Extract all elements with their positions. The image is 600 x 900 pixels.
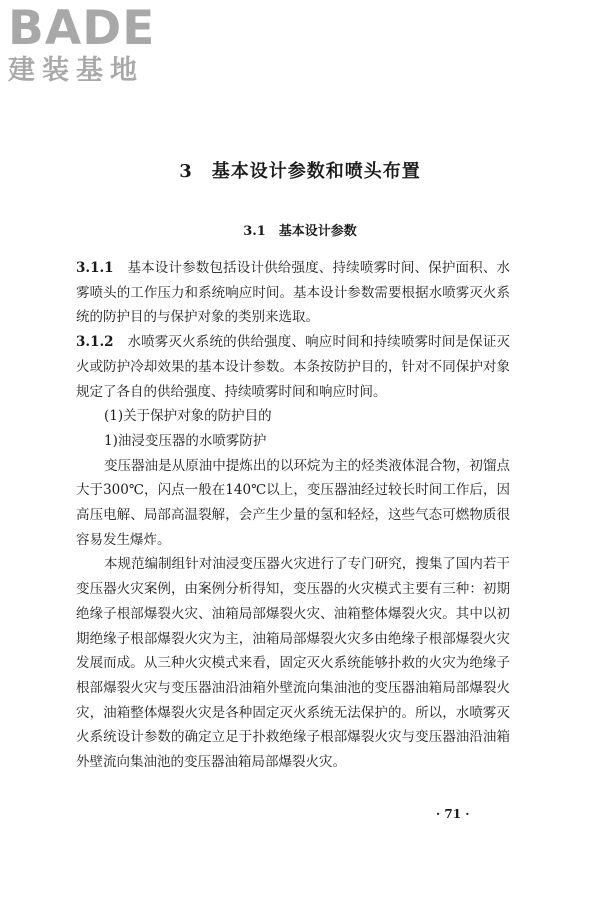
- page-number: · 71 ·: [436, 807, 470, 821]
- section-title: 3.1 基本设计参数: [243, 224, 357, 239]
- body-text: [76, 256, 510, 775]
- chapter-title: 3 基本设计参数和喷头布置: [179, 161, 421, 182]
- paragraph-text: 水喷雾灭火系统的供给强度、响应时间和持续喷雾时间是保证灭火或防护冷却效果的基本设计参数。本条按防护目的，针对不同保护对象规定了各自的供给强度、持续喷雾时间和响应时间。: [76, 334, 511, 400]
- subheading-transformer: 1)油浸变压器的水喷雾防护: [104, 432, 267, 449]
- paragraph-3-1-2: [76, 330, 510, 404]
- logo-subtitle: 建装基地: [8, 55, 144, 86]
- paragraph-fire-modes: 本规范编制组针对油浸变压器火灾进行了专门研究，搜集了国内若干变压器火灾案例，由案例分析得知，变压器的火灾模式主要有三种：初期绝缘子根部爆裂火灾、油箱局部爆裂火灾、油箱整体爆裂火灾。其中以初期绝缘子根部爆裂火灾为主，油箱局部爆裂火灾多由绝缘子根部爆裂火灾发展而成。从三种火灾模式来看，固定灭火系统能够扑救的火灾为绝缘子根部爆裂火灾与变压器油沿油箱外壁流向集油池的变压器油箱局部爆裂火灾，油箱整体爆裂火灾是各种固定灭火系统无法保护的。所以，水喷雾灭火系统设计参数的确定立足于扑救绝缘子根部爆裂火灾与变压器油沿油箱外壁流向集油池的变压器油箱局部爆裂火灾。: [76, 556, 510, 771]
- logo-wordmark: BADE: [8, 1, 156, 56]
- paragraph-text: 基本设计参数包括设计供给强度、持续喷雾时间、保护面积、水雾喷头的工作压力和系统响应时间。基本设计参数需要根据水喷雾灭火系统的防护目的与保护对象的类别来选取。: [76, 260, 511, 326]
- subheading-protection-purpose: (1)关于保护对象的防护目的: [104, 408, 272, 425]
- paragraph-transformer-oil: 变压器油是从原油中提炼出的以环烷为主的烃类液体混合物，初馏点大于300℃，闪点一般在140℃以上，变压器油经过较长时间工作后，因高压电解、局部高温裂解，会产生少量的氢和轻烃，这些气态可燃物质很容易发生爆炸。: [76, 457, 510, 548]
- paragraph-3-1-1: [76, 256, 510, 330]
- clause-number: 3.1.1: [76, 260, 114, 276]
- clause-number: 3.1.2: [76, 334, 114, 351]
- logo: [8, 1, 173, 88]
